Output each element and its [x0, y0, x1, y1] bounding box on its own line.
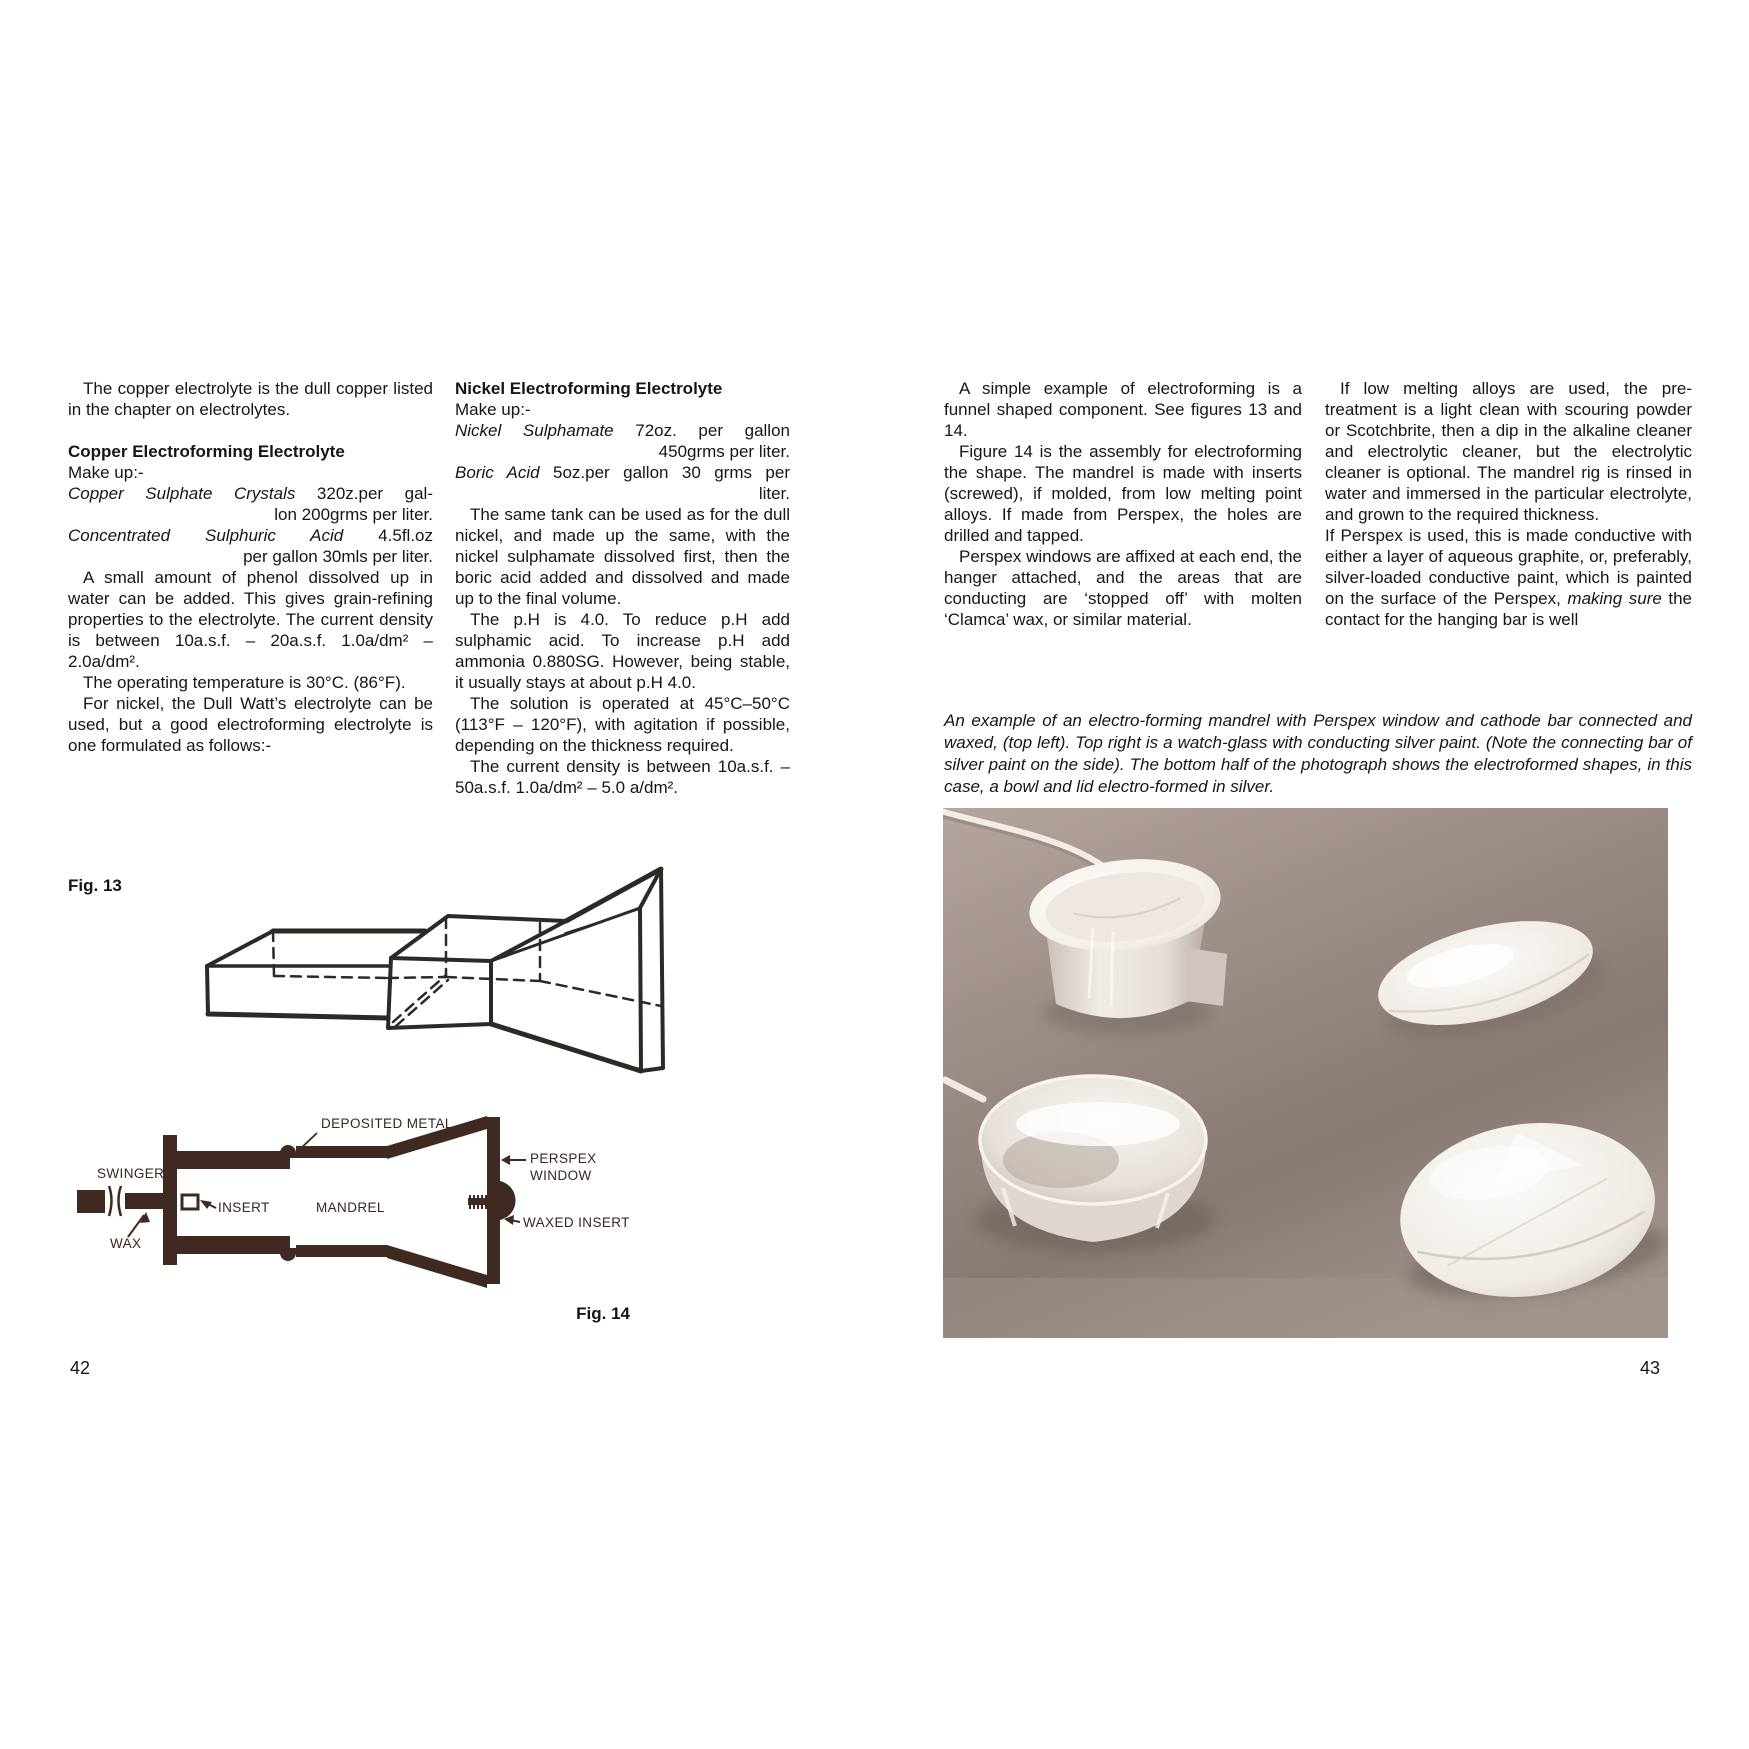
- paragraph: The copper electrolyte is the dull copper listed in the chapter on electrolytes.: [68, 379, 433, 419]
- paragraph: [1325, 525, 1692, 630]
- label-perspex-window-2: WINDOW: [530, 1168, 592, 1183]
- waxed-insert-dome: [500, 1181, 516, 1220]
- paragraph: The operating temperature is 30°C. (86°F).: [83, 673, 406, 692]
- makeup-line: Make up:-: [455, 400, 531, 419]
- recipe-sulphuric-acid: [68, 525, 433, 567]
- paragraph: For nickel, the Dull Watt’s electrolyte can be used, but a good electroforming electrolyte is one formulated as follows:-: [68, 694, 433, 755]
- label-insert: INSERT: [218, 1200, 270, 1215]
- fig13-drawing: [163, 856, 788, 1091]
- fig14-label: Fig. 14: [576, 1304, 630, 1323]
- ingredient-amount: 5oz.per gallon 30 grms per: [539, 463, 790, 482]
- ingredient-amount: 320z.per gal-: [295, 484, 433, 503]
- paragraph: The p.H is 4.0. To reduce p.H add sulphamic acid. To increase p.H add ammonia 0.880SG. However, being stable, it usually stays at about p.H 4.0.: [455, 610, 790, 692]
- ingredient-amount: 4.5fl.oz: [343, 526, 433, 545]
- recipe-boric-acid: [455, 462, 790, 504]
- label-deposited-metal: DEPOSITED METAL: [321, 1116, 453, 1131]
- recipe-copper-sulphate: [68, 483, 433, 525]
- fig13-label: Fig. 13: [68, 876, 122, 895]
- emphasized-text: making sure: [1567, 589, 1662, 608]
- ingredient-name: Nickel Sulphamate: [455, 421, 614, 440]
- page43-column-1: [944, 378, 1302, 630]
- fig14-diagram: [70, 1096, 725, 1296]
- paragraph-text: If Perspex is used, this is made conductive with either a layer of aqueous graphite, or, preferably, silver-loaded conductive paint, which is painted on the surface of the Perspex,: [1325, 526, 1692, 608]
- paragraph: The solution is operated at 45°C–50°C (113°F – 120°F), with agitation if possible, depending on the thickness required.: [455, 694, 790, 755]
- ingredient-amount-line2: liter.: [758, 484, 790, 503]
- ingredient-name: Boric Acid: [455, 463, 540, 482]
- page-number-42: 42: [70, 1358, 91, 1378]
- label-perspex-window-1: PERSPEX: [530, 1151, 597, 1166]
- paragraph: The current density is between 10a.s.f. – 50a.s.f. 1.0a/dm² – 5.0 a/dm².: [455, 757, 790, 797]
- section-heading-nickel: Nickel Electroforming Electrolyte: [455, 379, 723, 398]
- page42-column-2: [455, 378, 790, 798]
- paragraph: A simple example of electroforming is a funnel shaped component. See figures 13 and 14.: [944, 379, 1302, 440]
- label-swinger: SWINGER: [97, 1166, 165, 1181]
- ingredient-amount-line2: lon 200grms per liter.: [274, 505, 433, 524]
- label-mandrel: MANDREL: [316, 1200, 385, 1215]
- paragraph: If low melting alloys are used, the pre-treatment is a light clean with scouring powder or Scotchbrite, then a dip in the alkaline cleaner and electrolytic cleaner, but the electrolytic cleaner is optional. The mandrel rig is rinsed in water and immersed in the particular electrolyte, and grown to the required thickness.: [1325, 379, 1692, 524]
- ingredient-name: Concentrated Sulphuric Acid: [68, 526, 344, 545]
- ingredient-amount-line2: 450grms per liter.: [658, 442, 790, 461]
- recipe-nickel-sulphamate: [455, 420, 790, 462]
- ingredient-amount: 72oz. per gallon: [613, 421, 790, 440]
- page-number-43: 43: [1640, 1358, 1661, 1378]
- paragraph-text: the contact for the hanging bar is well: [1325, 589, 1692, 629]
- label-waxed-insert: WAXED INSERT: [523, 1215, 630, 1230]
- paragraph: Perspex windows are affixed at each end, the hanger attached, and the areas that are conducting are ‘stopped off’ with molten ‘Clamca’ wax, or similar material.: [944, 547, 1302, 629]
- page42-column-1: [68, 378, 433, 756]
- insert-block: [182, 1195, 198, 1209]
- section-heading-copper: Copper Electroforming Electrolyte: [68, 442, 345, 461]
- label-wax: WAX: [110, 1236, 142, 1251]
- swinger-bar: [77, 1190, 105, 1213]
- page43-column-2: [1325, 378, 1692, 630]
- ingredient-name: Copper Sulphate Crystals: [68, 484, 296, 503]
- electroforming-photograph: [943, 808, 1668, 1338]
- electroformed-bowl: [975, 1076, 1215, 1252]
- paragraph: Figure 14 is the assembly for electroforming the shape. The mandrel is made with inserts (screwed), if molded, from low melting point alloys. If made from Perspex, the holes are drilled and tapped.: [944, 442, 1302, 545]
- makeup-line: Make up:-: [68, 463, 144, 482]
- paragraph: A small amount of phenol dissolved up in water can be added. This gives grain-refining properties to the electrolyte. The current density is between 10a.s.f. – 20a.s.f. 1.0a/dm² – 2.0a/dm².: [68, 568, 433, 671]
- ingredient-amount-line2: per gallon 30mls per liter.: [243, 547, 433, 566]
- paragraph: The same tank can be used as for the dull nickel, and made up the same, with the nickel sulphamate dissolved first, then the boric acid added and dissolved and made up to the final volume.: [455, 505, 790, 608]
- photo-caption: An example of an electro-forming mandrel with Perspex window and cathode bar connected and waxed, (top left). Top right is a watch-glass with conducting silver paint. (Note the connecting bar of silver paint on the side). The bottom half of the photograph shows the electroformed shapes, in this case, a bowl and lid electro-formed in silver.: [944, 711, 1692, 796]
